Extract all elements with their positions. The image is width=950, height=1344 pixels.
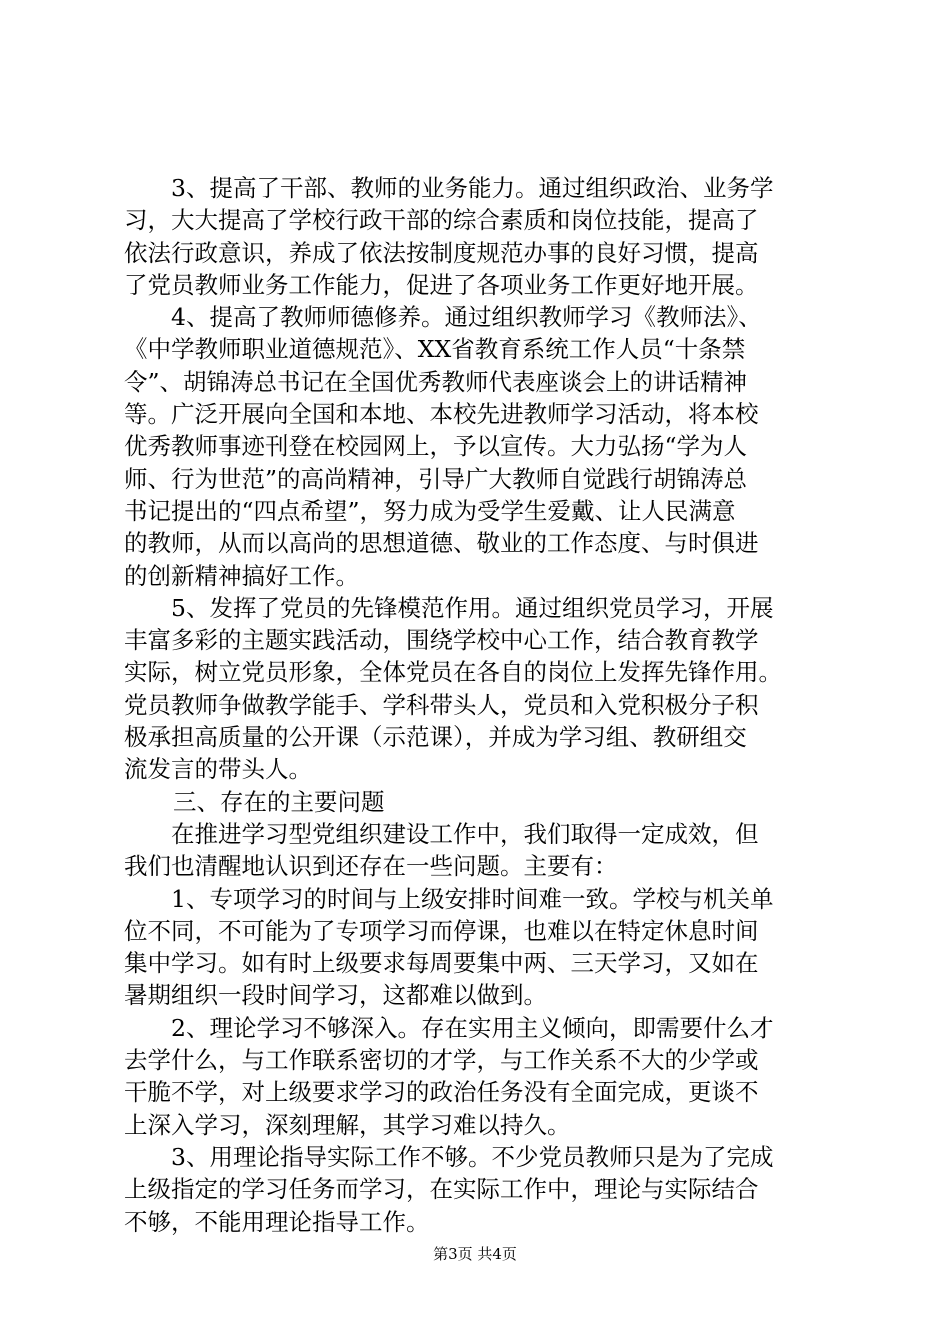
text-line: 流发言的带头人。 <box>124 755 312 784</box>
text-line: 优秀教师事迹刊登在校园网上，予以宣传。大力弘扬“学为人 <box>124 432 748 461</box>
text-line: 极承担高质量的公开课（示范课），并成为学习组、教研组交 <box>124 723 747 752</box>
paragraph <box>124 1012 834 1141</box>
text-line: 暑期组织一段时间学习，这都难以做到。 <box>124 981 547 1010</box>
page-footer: 第3页 共4页 <box>433 1245 517 1263</box>
text-line: 令”、胡锦涛总书记在全国优秀教师代表座谈会上的讲话精神 <box>124 367 748 396</box>
text-line: 党员教师争做教学能手、学科带头人，党员和入党积极分子积 <box>124 690 759 719</box>
text-line: 《中学教师职业道德规范》、XX省教育系统工作人员“十条禁 <box>124 335 746 364</box>
paragraph <box>124 301 834 592</box>
text-line: 三、存在的主要问题 <box>173 787 385 816</box>
text-line: 不够，不能用理论指导工作。 <box>124 1207 430 1236</box>
text-line: 在推进学习型党组织建设工作中，我们取得一定成效，但 <box>171 819 759 848</box>
text-line: 习，大大提高了学校行政干部的综合素质和岗位技能，提高了 <box>124 206 759 235</box>
text-line: 上级指定的学习任务而学习，在实际工作中，理论与实际结合 <box>124 1175 759 1204</box>
text-line: 2、理论学习不够深入。存在实用主义倾向，即需要什么才 <box>171 1013 774 1042</box>
text-line: 师、行为世范”的高尚精神，引导广大教师自觉践行胡锦涛总 <box>124 464 748 493</box>
text-line: 依法行政意识，养成了依法按制度规范办事的良好习惯，提高 <box>124 238 759 267</box>
text-line: 位不同，不可能为了专项学习而停课，也难以在特定休息时间 <box>124 916 759 945</box>
paragraph <box>124 883 834 1012</box>
paragraph <box>124 592 834 786</box>
text-line: 等。广泛开展向全国和本地、本校先进教师学习活动，将本校 <box>124 400 759 429</box>
text-line: 3、用理论指导实际工作不够。不少党员教师只是为了完成 <box>171 1142 774 1171</box>
text-line: 3、提高了干部、教师的业务能力。通过组织政治、业务学 <box>171 174 774 202</box>
paragraph <box>124 1141 834 1238</box>
text-line: 的创新精神搞好工作。 <box>124 561 359 590</box>
text-line: 1、专项学习的时间与上级安排时间难一致。学校与机关单 <box>171 884 774 913</box>
paragraph <box>124 818 834 883</box>
text-line: 干脆不学，对上级要求学习的政治任务没有全面完成，更谈不 <box>124 1078 759 1107</box>
text-line: 的教师，从而以高尚的思想道德、敬业的工作态度、与时俱进 <box>124 529 759 558</box>
text-line: 书记提出的“四点希望”，努力成为受学生爱戴、让人民满意 <box>124 496 736 525</box>
text-line: 丰富多彩的主题实践活动，围绕学校中心工作，结合教育教学 <box>124 626 759 655</box>
paragraph <box>124 172 834 301</box>
document-body <box>124 172 834 1238</box>
text-line: 4、提高了教师师德修养。通过组织教师学习《教师法》、 <box>171 303 762 332</box>
text-line: 集中学习。如有时上级要求每周要集中两、三天学习，又如在 <box>124 949 759 978</box>
text-line: 上深入学习，深刻理解，其学习难以持久。 <box>124 1110 571 1139</box>
text-line: 实际，树立党员形象，全体党员在各自的岗位上发挥先锋作用。 <box>124 658 782 687</box>
section-heading <box>124 786 834 818</box>
text-line: 我们也清醒地认识到还存在一些问题。主要有： <box>124 852 618 881</box>
text-line: 了党员教师业务工作能力，促进了各项业务工作更好地开展。 <box>124 270 759 299</box>
text-line: 去学什么，与工作联系密切的才学，与工作关系不大的少学或 <box>124 1046 759 1075</box>
text-line: 5、发挥了党员的先锋模范作用。通过组织党员学习，开展 <box>171 593 774 622</box>
